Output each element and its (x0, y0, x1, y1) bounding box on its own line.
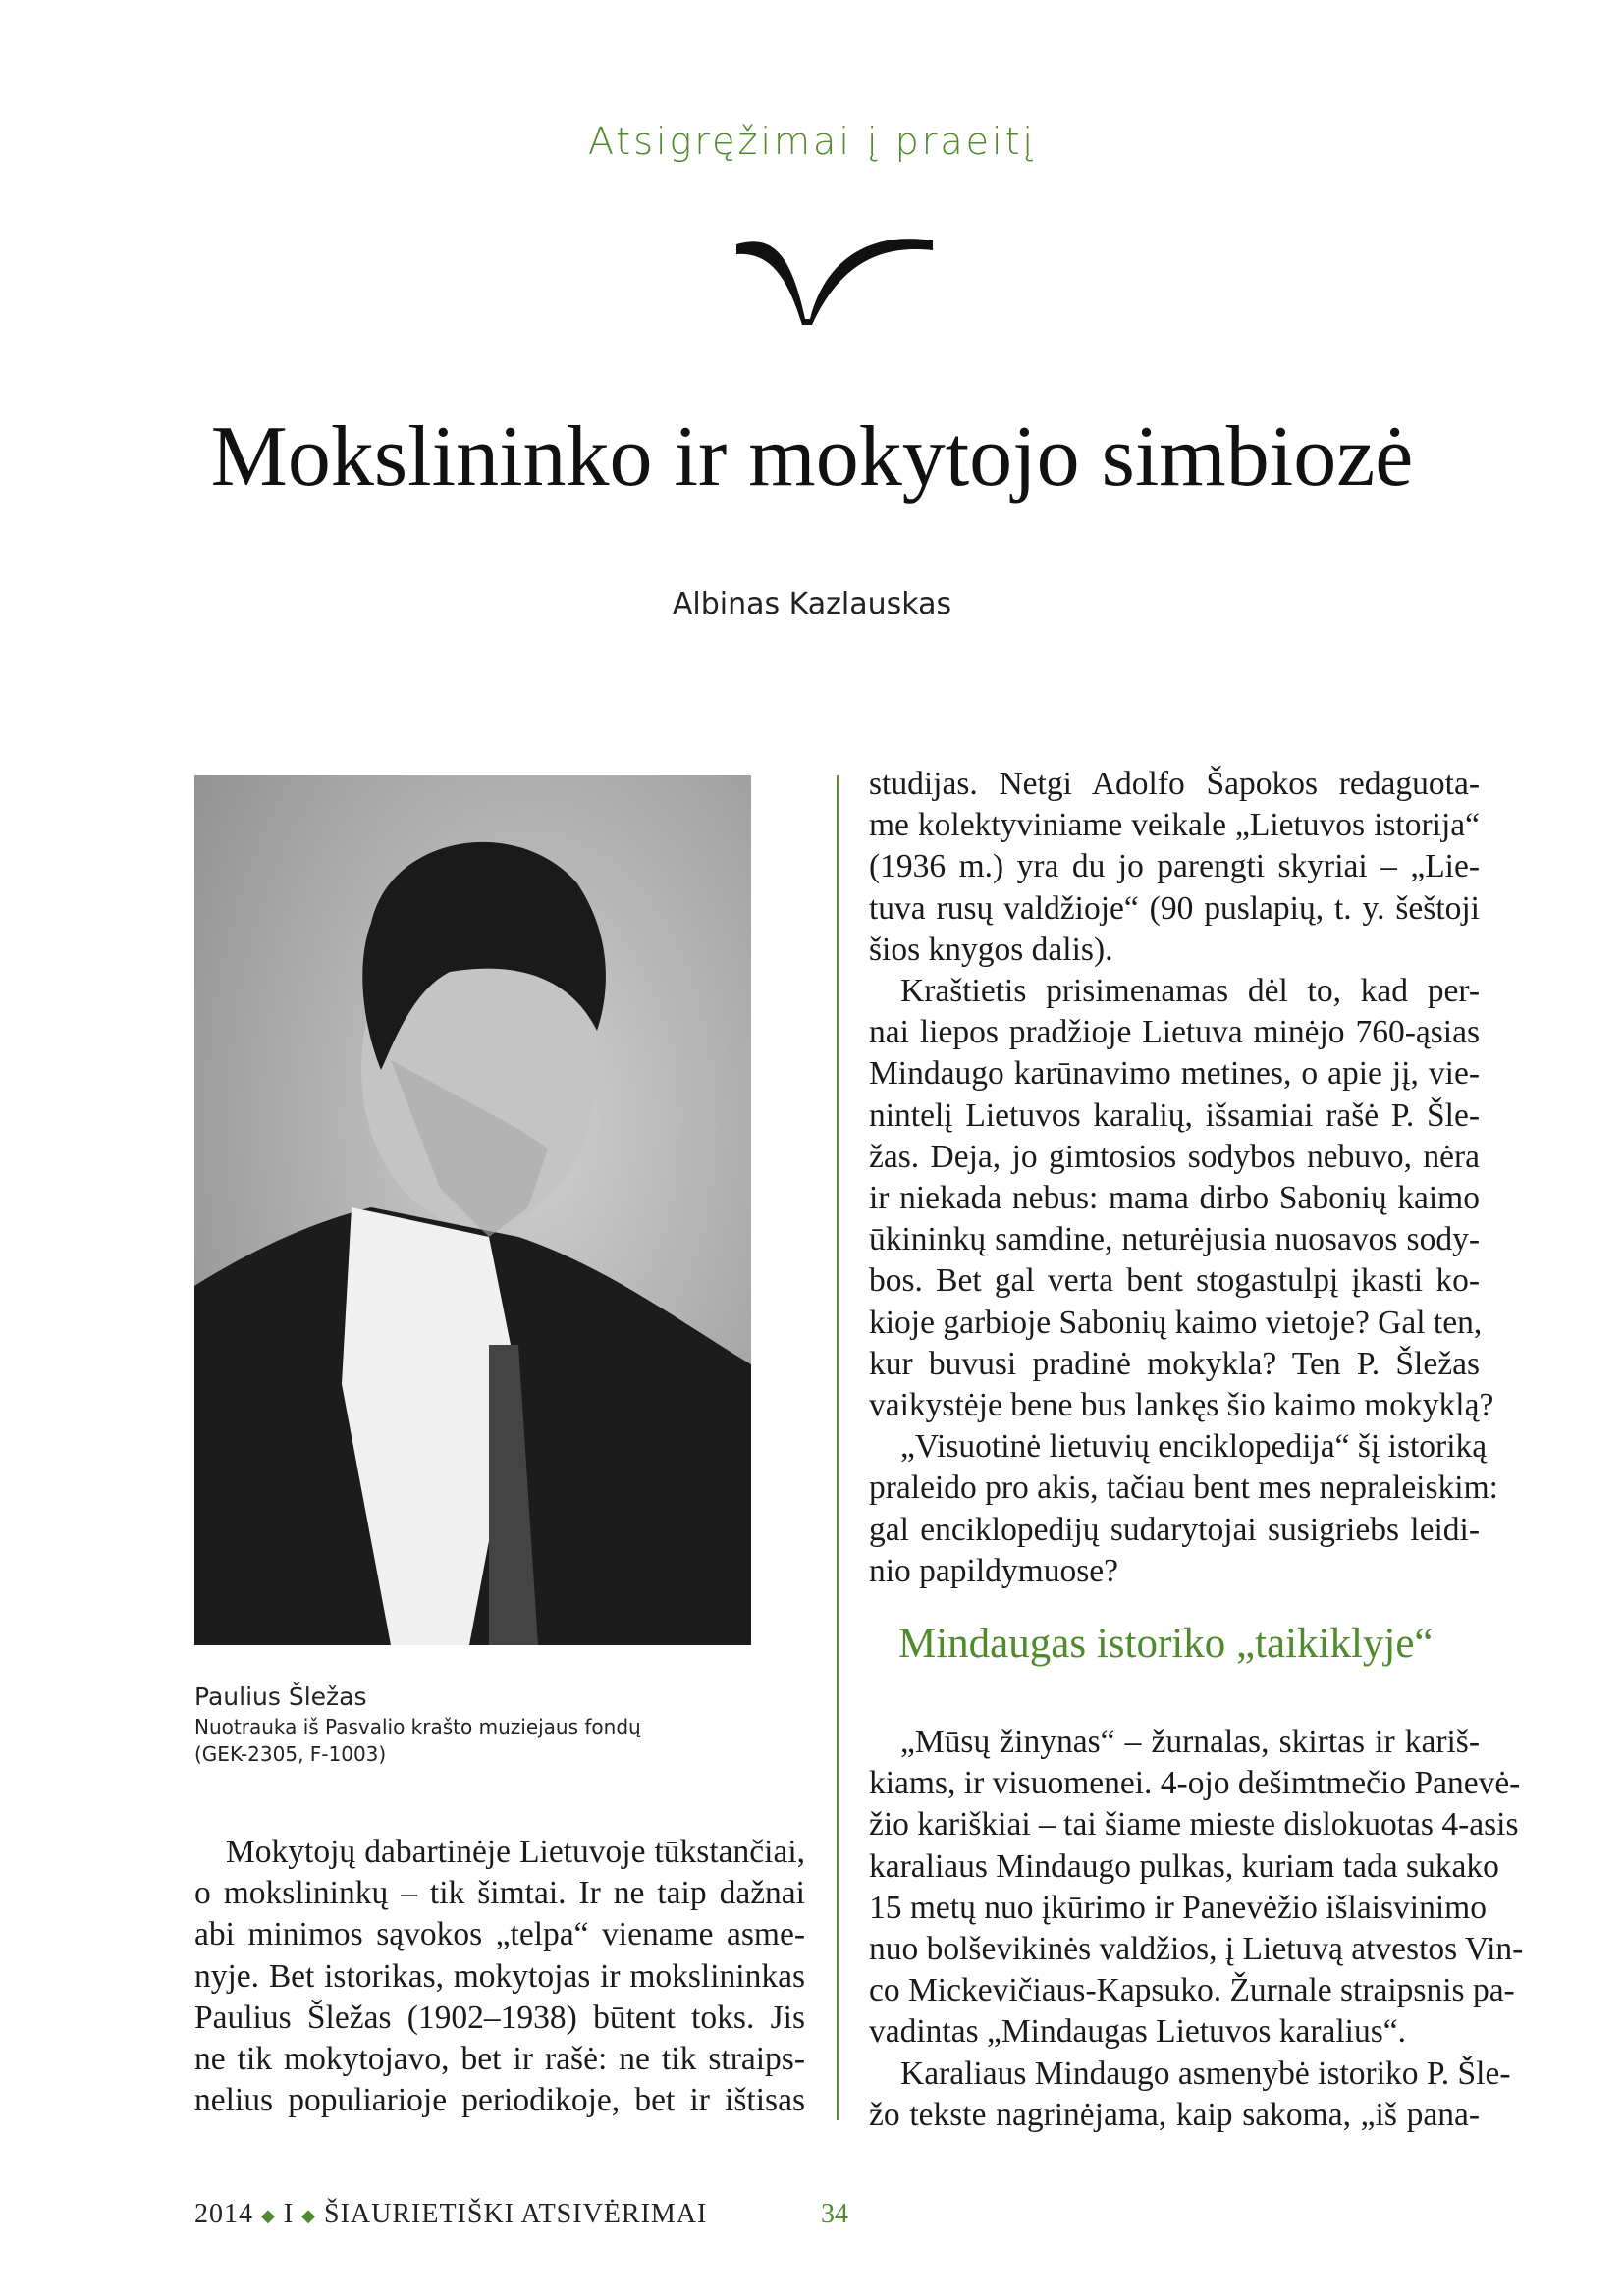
caption-ref: (GEK-2305, F-1003) (194, 1742, 387, 1766)
text-line: nelius populiarioje periodikoje, bet ir ištisas (194, 2082, 805, 2119)
ornament-icon (731, 231, 938, 329)
text-line: žio kariškiai – tai šiame mieste dislokuotas 4-asis (869, 1806, 1519, 1843)
text-line: „Mūsų žinynas“ – žurnalas, skirtas ir kariš- (900, 1724, 1480, 1760)
text-line: studijas. Netgi Adolfo Šapokos redaguota- (869, 766, 1480, 802)
text-line: karaliaus Mindaugo pulkas, kuriam tada sukako (869, 1847, 1499, 1885)
text-line: vaikystėje bene bus lankęs šio kaimo mokyklą? (869, 1387, 1494, 1424)
left-column-text (194, 1832, 805, 2121)
caption-name: Paulius Šležas (194, 1682, 367, 1711)
text-line: me kolektyviniame veikale „Lietuvos istorija“ (869, 807, 1480, 844)
text-line: o mokslininkų – tik šimtai. Ir ne taip dažnai (194, 1875, 805, 1912)
section-title: Atsigręžimai į praeitį (587, 120, 1037, 163)
text-line: ir niekada nebus: mama dirbo Sabonių kaimo (869, 1180, 1480, 1217)
subheading: Mindaugas istoriko „taikiklyje“ (898, 1621, 1434, 1667)
footer-year: 2014 (194, 2199, 253, 2229)
right-column-text (869, 764, 1498, 1592)
text-line: Kraštietis prisimenamas dėl to, kad per- (900, 973, 1480, 1010)
right-column-text-2 (869, 1722, 1524, 2136)
portrait-photo (194, 775, 751, 1645)
text-line: abi minimos sąvokos „telpa“ viename asme- (194, 1916, 805, 1953)
text-line: „Visuotinė lietuvių enciklopedija“ šį istoriką (900, 1428, 1488, 1466)
text-line: nintelį Lietuvos karalių, išsamiai rašė P. Šle- (869, 1096, 1480, 1134)
footer-issue: I (283, 2199, 295, 2229)
text-line: ne tik mokytojavo, bet ir rašė: ne tik straips- (194, 2041, 805, 2078)
article-title: Mokslininko ir mokytojo simbiozė (210, 409, 1414, 505)
text-line: (1936 m.) yra du jo parengti skyriai – „Lie- (869, 848, 1480, 885)
text-line: kur buvusi pradinė mokykla? Ten P. Šležas (869, 1345, 1480, 1382)
text-line: tuva rusų valdžioje“ (90 puslapių, t. y. šeštoji (869, 889, 1480, 927)
diamond-icon: ◆ (301, 2206, 317, 2226)
text-line: kioje garbioje Sabonių kaimo vietoje? Gal ten, (869, 1304, 1483, 1341)
diamond-icon: ◆ (261, 2206, 276, 2226)
text-line: kiams, ir visuomenei. 4-ojo dešimtmečio Panevė- (869, 1765, 1521, 1802)
footer-journal: ŠIAURIETIŠKI ATSIVĖRIMAI (324, 2199, 708, 2229)
text-line: nyje. Bet istorikas, mokytojas ir mokslininkas (194, 1957, 805, 1995)
author: Albinas Kazlauskas (672, 587, 952, 621)
footer (194, 2199, 707, 2230)
text-line: nai liepos pradžioje Lietuva minėjo 760-ąsias (869, 1014, 1480, 1051)
text-line: Karaliaus Mindaugo asmenybė istoriko P. Šle- (900, 2055, 1511, 2092)
text-line: 15 metų nuo įkūrimo ir Panevėžio išlaisvinimo (869, 1889, 1487, 1926)
text-line: Mokytojų dabartinėje Lietuvoje tūkstančiai, (226, 1834, 805, 1870)
text-line: co Mickevičiaus-Kapsuko. Žurnale straipsnis pa- (869, 1972, 1515, 2009)
text-line: ūkininkų samdine, neturėjusia nuosavos sody- (869, 1221, 1480, 1258)
text-line: šios knygos dalis). (869, 931, 1113, 968)
text-line: nio papildymuose? (869, 1552, 1118, 1589)
text-line: vadintas „Mindaugas Lietuvos karalius“. (869, 2013, 1407, 2051)
photo-caption (194, 1682, 641, 1768)
text-line: praleido pro akis, tačiau bent mes nepraleiskim: (869, 1469, 1498, 1507)
caption-source: Nuotrauka iš Pasvalio krašto muziejaus fondų (194, 1715, 641, 1738)
column-divider (837, 775, 839, 2120)
text-line: Mindaugo karūnavimo metines, o apie jį, vie- (869, 1055, 1480, 1093)
text-line: Paulius Šležas (1902–1938) būtent toks. Jis (194, 1999, 805, 2036)
text-line: žo tekste nagrinėjama, kaip sakoma, „iš pana- (869, 2096, 1480, 2133)
text-line: žas. Deja, jo gimtosios sodybos nebuvo, nėra (869, 1138, 1480, 1175)
page-number: 34 (821, 2199, 848, 2229)
text-line: bos. Bet gal verta bent stogastulpį įkasti ko- (869, 1262, 1480, 1300)
text-line: nuo bolševikinės valdžios, į Lietuvą atvestos Vin- (869, 1931, 1524, 1968)
text-line: gal enciklopedijų sudarytojai susigriebs leidi- (869, 1511, 1480, 1548)
